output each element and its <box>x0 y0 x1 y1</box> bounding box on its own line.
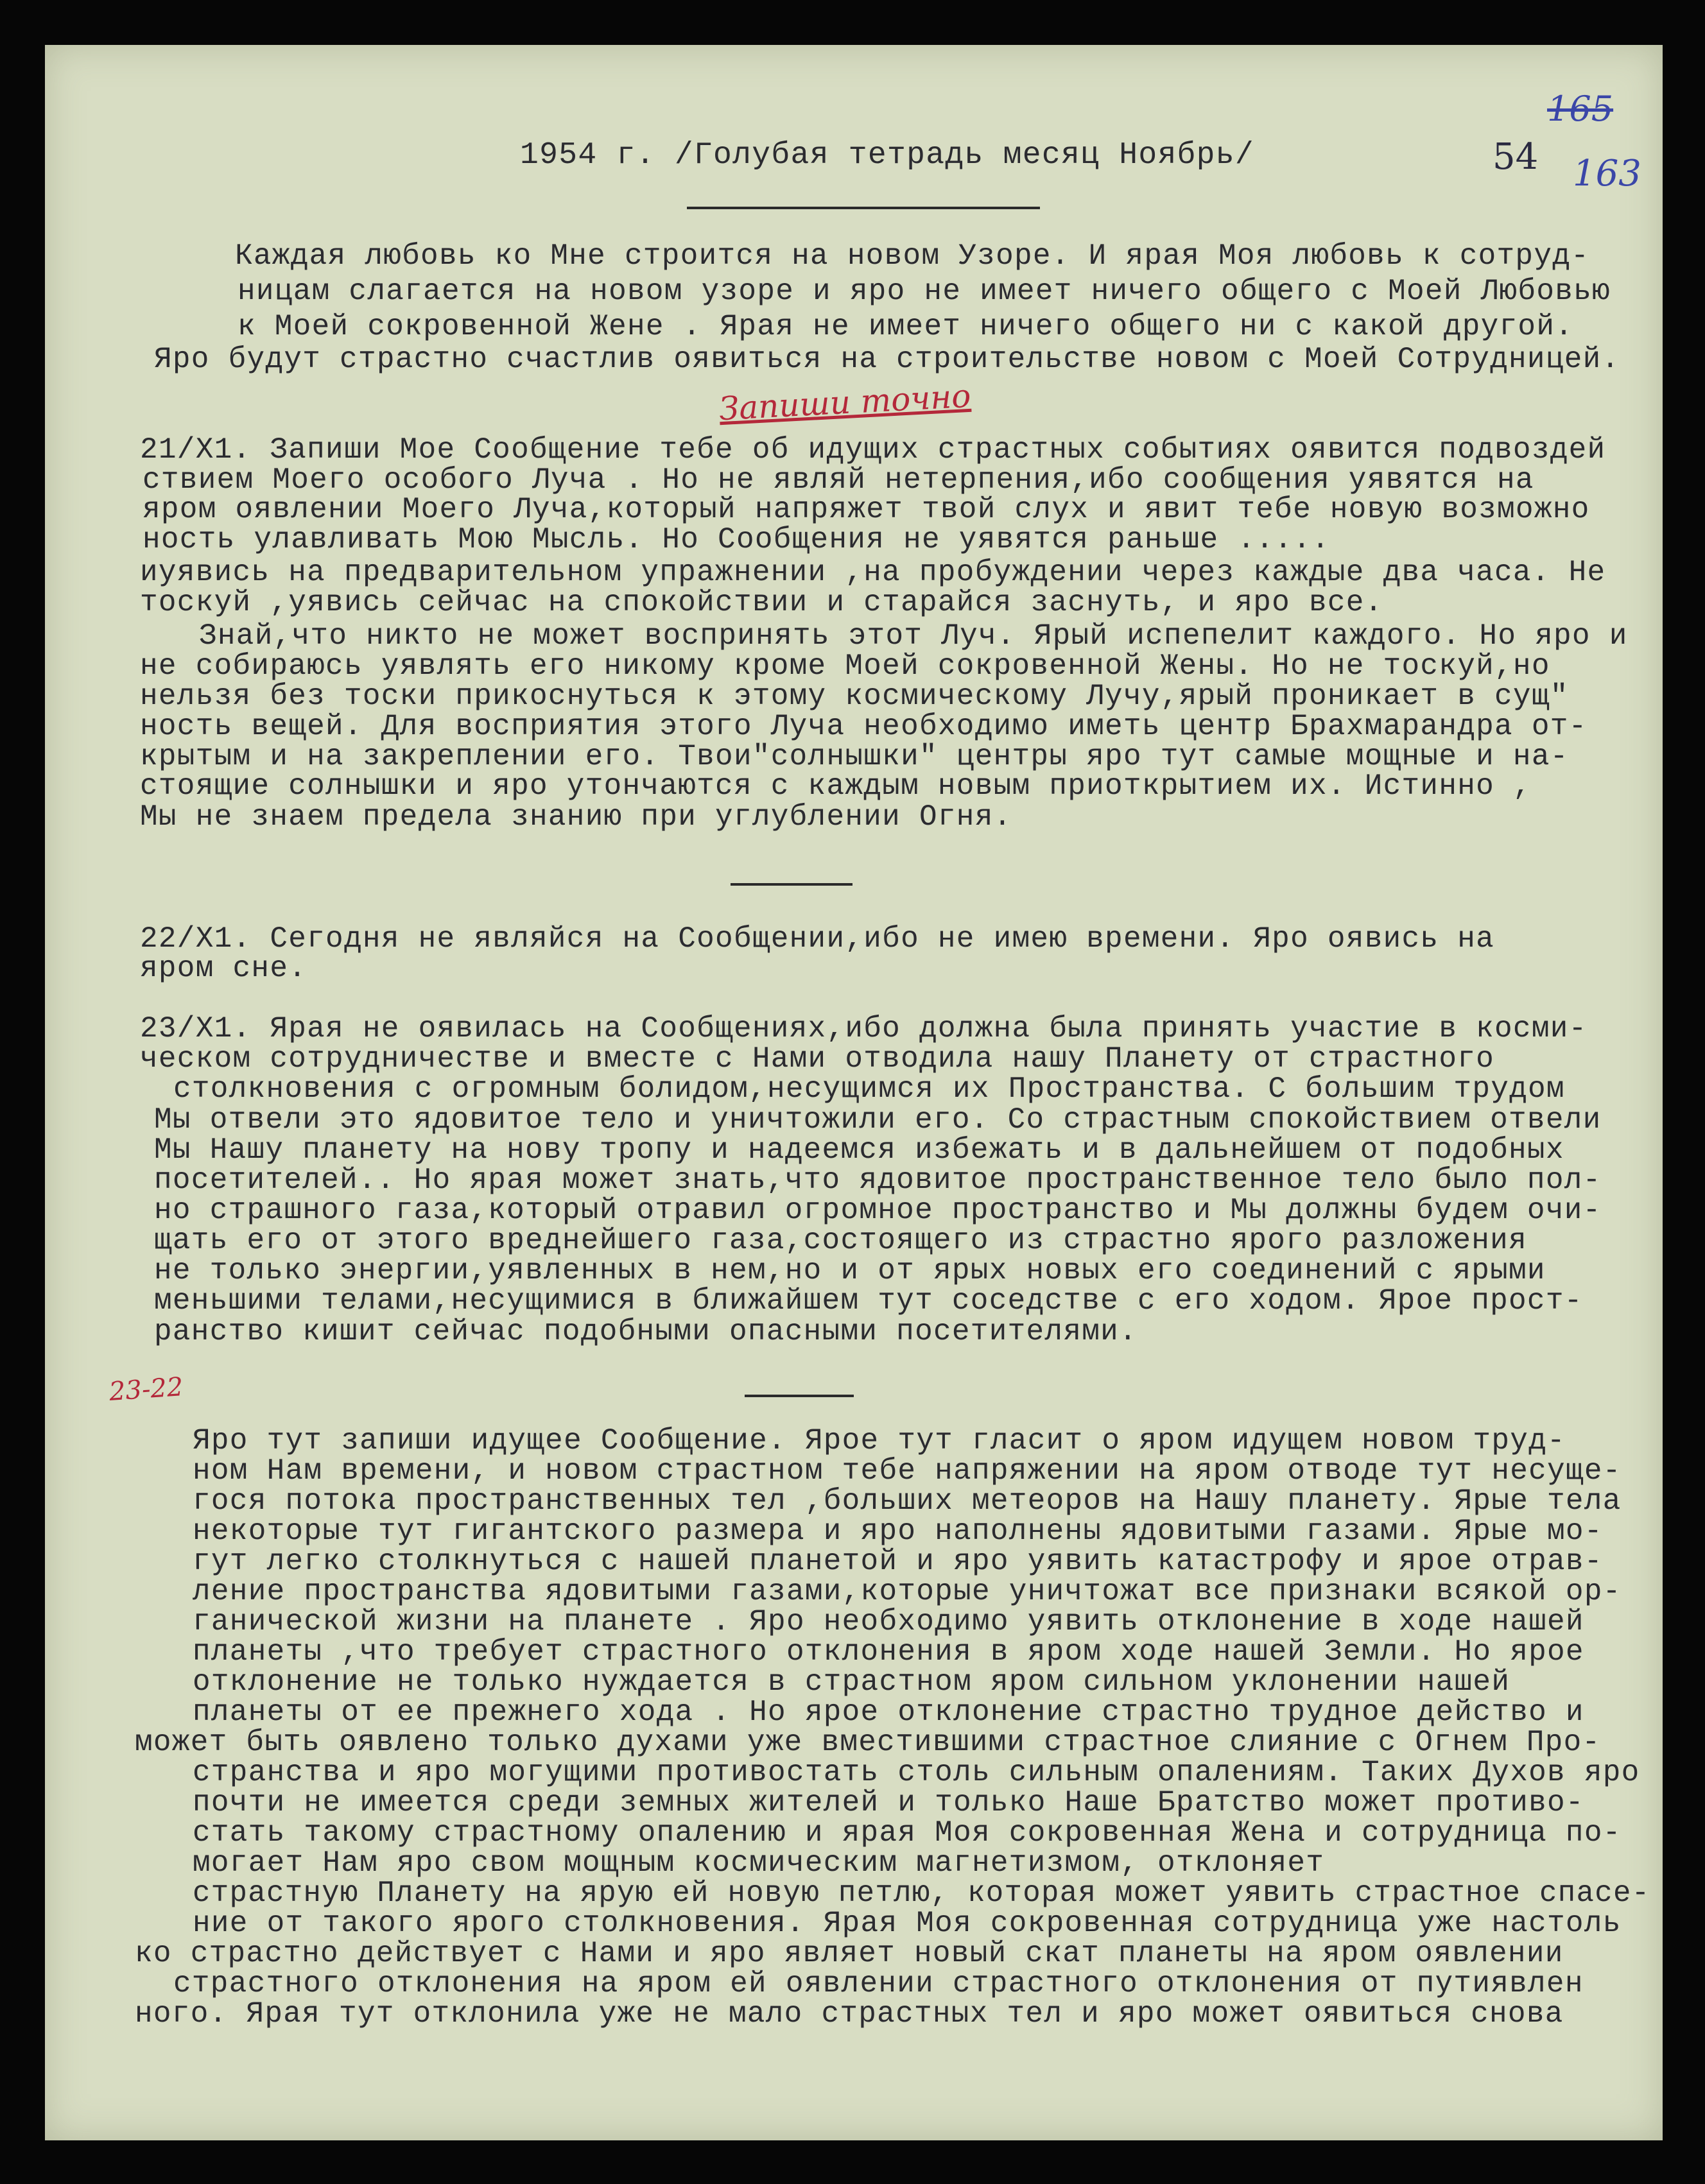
archive-number-crossed: 165 <box>1547 89 1614 129</box>
text-line: ность вещей. Для восприятия этого Луча необходимо иметь центр Брахмарандра от- <box>140 710 1588 743</box>
text-line: отклонение не только нуждается в страстном яром сильном уклонении нашей <box>193 1665 1510 1699</box>
text-line: ном Нам времени, и новом страстном тебе напряжении на яром отводе тут несуще- <box>193 1454 1622 1488</box>
header-divider <box>687 207 1040 209</box>
text-line: ление пространства ядовитыми газами,которые уничтожат все признаки всякой ор- <box>193 1575 1622 1608</box>
text-line: крытым и на закреплении его. Твои"солнышки" центры яро тут самые мощные и на- <box>140 740 1569 773</box>
text-line: меньшими телами,несущимися в ближайшем тут соседстве с его ходом. Ярое прост- <box>154 1284 1583 1318</box>
text-line: ного. Ярая тут отклонила уже не мало страстных тел и яро может оявиться снова <box>135 1997 1564 2031</box>
text-line: ческом сотрудничестве и вместе с Нами отводила нашу Планету от страстного <box>140 1042 1495 1076</box>
text-line: ние от такого ярого столкновения. Ярая Моя сокровенная сотрудница уже настоль <box>193 1907 1622 1940</box>
text-line: планеты от ее прежнего хода . Но ярое отклонение страстно трудное действо и <box>193 1696 1584 1729</box>
text-line: яром сне. <box>140 952 307 985</box>
text-line: Мы Нашу планету на нову тропу и надеемся избежать и в дальнейшем от подобных <box>154 1133 1564 1167</box>
text-line: иуявись на предварительном упражнении ,на пробуждении через каждые два часа. Не <box>140 556 1606 589</box>
text-line: к Моей сокровенной Жене . Ярая не имеет ничего общего ни с какой другой. <box>238 310 1574 343</box>
red-margin-note: 23-22 <box>108 1372 184 1407</box>
text-line: Яро будут страстно счастлив оявиться на строительстве новом с Моей Сотрудницей. <box>154 343 1620 376</box>
text-line: может быть оявлено только духами уже вместившими страстное слияние с Огнем Про- <box>135 1726 1601 1759</box>
text-line: но страшного газа,который отравил огромное пространство и Мы должны будем очи- <box>154 1194 1602 1227</box>
red-handwritten-note: Запиши точно <box>718 377 972 428</box>
text-line: не собираюсь уявлять его никому кроме Моей сокровенной Жены. Но не тоскуй,но <box>140 649 1550 683</box>
text-line: стать такому страстному опалению и ярая Моя сокровенная Жена и сотрудница по- <box>193 1816 1622 1850</box>
section-divider <box>731 883 853 886</box>
text-line: страстную Планету на ярую ей новую петлю, которая может уявить страстное спасе- <box>193 1877 1650 1910</box>
text-line: Каждая любовь ко Мне строится на новом Узоре. И ярая Моя любовь к сотруд- <box>235 239 1590 273</box>
text-line: планеты ,что требует страстного отклонения в яром ходе нашей Земли. Но ярое <box>193 1635 1584 1669</box>
text-line: ницам слагается на новом узоре и яро не имеет ничего общего с Моей Любовью <box>238 275 1611 308</box>
text-line: могает Нам яро свом мощным космическим магнетизмом, отклоняет <box>193 1846 1325 1880</box>
text-line: 21/Х1. Запиши Мое Сообщение тебе об идущих страстных событиях оявится подвоздей <box>140 433 1606 467</box>
text-line: ствием Моего особого Луча . Но не являй нетерпения,ибо сообщения уявятся на <box>143 463 1534 497</box>
archive-number: 163 <box>1573 153 1641 194</box>
text-line: стоящие солнышки и яро утончаются с каждым новым приоткрытием их. Истинно , <box>140 770 1532 803</box>
text-line: щать его от этого вреднейшего газа,состоящего из страстно ярого разложения <box>154 1224 1527 1257</box>
text-line: страстного отклонения на яром ей оявлении страстного отклонения от путиявлен <box>173 1967 1584 2000</box>
text-line: Знай,что никто не может воспринять этот Луч. Ярый испепелит каждого. Но яро и <box>199 619 1628 653</box>
text-line: Мы не знаем предела знанию при углублении Огня. <box>140 800 1012 834</box>
text-line: некоторые тут гигантского размера и яро наполнены ядовитыми газами. Ярые мо- <box>193 1515 1603 1548</box>
text-line: столкновения с огромным болидом,несущимся их Пространства. С большим трудом <box>173 1072 1565 1106</box>
text-line: 23/Х1. Ярая не оявилась на Сообщениях,ибо должна была принять участие в косми- <box>140 1012 1588 1045</box>
text-line: 22/Х1. Сегодня не являйся на Сообщении,ибо не имею времени. Яро оявись на <box>140 922 1495 956</box>
text-line: гося потока пространственных тел ,больших метеоров на Нашу планету. Ярые тела <box>193 1484 1622 1518</box>
text-line: почти не имеется среди земных жителей и только Наше Братство может противо- <box>193 1786 1584 1819</box>
text-line: Мы отвели это ядовитое тело и уничтожили его. Со страстным спокойствием отвели <box>154 1103 1602 1137</box>
text-line: гут легко столкнуться с нашей планетой и яро уявить катастрофу и ярое отрав- <box>193 1545 1603 1578</box>
text-line: ко страстно действует с Нами и яро являет новый скат планеты на яром оявлении <box>135 1937 1564 1970</box>
text-line: тоскуй ,уявись сейчас на спокойствии и старайся заснуть, и яро все. <box>140 586 1383 619</box>
section-divider <box>745 1395 854 1397</box>
text-line: Яро тут запиши идущее Сообщение. Ярое тут гласит о яром идущем новом труд- <box>193 1424 1566 1457</box>
text-line: яром оявлении Моего Луча,который напряжет твой слух и явит тебе новую возможно <box>143 493 1590 526</box>
page-title: 1954 г. /Голубая тетрадь месяц Ноябрь/ <box>520 138 1254 173</box>
text-line: не только энергии,уявленных в нем,но и от ярых новых его соединений с ярыми <box>154 1254 1546 1287</box>
text-line: посетителей.. Но ярая может знать,что ядовитое пространственное тело было пол- <box>154 1164 1602 1197</box>
page-number: 54 <box>1493 136 1539 178</box>
text-line: ранство кишит сейчас подобными опасными посетителями. <box>154 1315 1138 1348</box>
text-line: ганической жизни на планете . Яро необходимо уявить отклонение в ходе нашей <box>193 1605 1584 1638</box>
text-line: странства и яро могущими противостать столь сильным опалениям. Таких Духов яро <box>193 1756 1640 1789</box>
text-line: ность улавливать Мою Мысль. Но Сообщения не уявятся раньше ..... <box>143 523 1330 556</box>
text-line: нельзя без тоски прикоснуться к этому космическому Лучу,ярый проникает в сущ" <box>140 680 1569 713</box>
document-page <box>45 45 1663 2140</box>
